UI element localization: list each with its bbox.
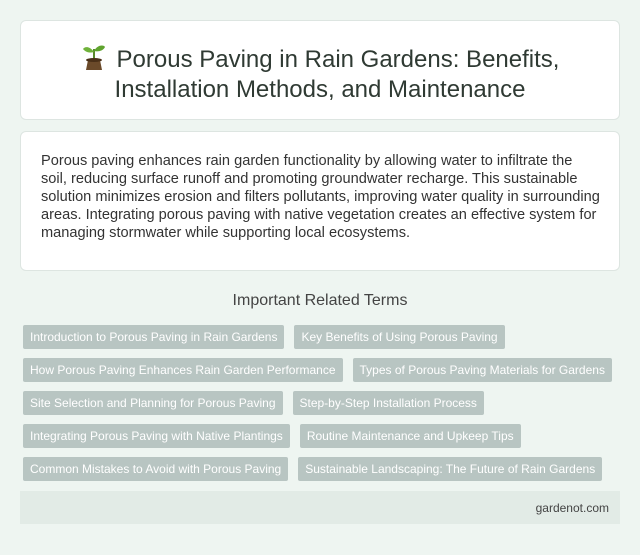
intro-card: [20, 131, 620, 271]
related-term-tag[interactable]: Step-by-Step Installation Process: [293, 391, 484, 415]
related-terms-list: [23, 325, 623, 490]
intro-paragraph: Porous paving enhances rain garden functionality by allowing water to infiltrate the soil, reducing surface runoff and promoting groundwater recharge. This sustainable solution minimizes erosion and filters pollutants, improving water quality in surrounding areas. Integrating porous paving with native vegetation creates an effective system for managing stormwater while supporting local ecosystems.: [41, 153, 600, 241]
related-term-tag[interactable]: Sustainable Landscaping: The Future of Rain Gardens: [298, 457, 602, 481]
title-line-1: Porous Paving in Rain Gardens: Benefits,: [116, 46, 560, 73]
title-line-2: Installation Methods, and Maintenance: [114, 76, 526, 103]
title-card: [20, 20, 620, 120]
related-term-tag[interactable]: Routine Maintenance and Upkeep Tips: [300, 424, 521, 448]
related-term-tag[interactable]: Key Benefits of Using Porous Paving: [294, 325, 504, 349]
related-term-tag[interactable]: Introduction to Porous Paving in Rain Gardens: [23, 325, 284, 349]
seedling-icon: [81, 43, 107, 71]
related-term-tag[interactable]: Common Mistakes to Avoid with Porous Paving: [23, 457, 288, 481]
related-term-tag[interactable]: Types of Porous Paving Materials for Gardens: [353, 358, 612, 382]
page-title: [21, 43, 619, 105]
related-term-tag[interactable]: Site Selection and Planning for Porous Paving: [23, 391, 283, 415]
related-terms-heading: Important Related Terms: [232, 292, 408, 309]
related-term-tag[interactable]: How Porous Paving Enhances Rain Garden Performance: [23, 358, 343, 382]
related-term-tag[interactable]: Integrating Porous Paving with Native Plantings: [23, 424, 290, 448]
site-link[interactable]: gardenot.com: [535, 501, 609, 515]
footer: [20, 491, 620, 524]
